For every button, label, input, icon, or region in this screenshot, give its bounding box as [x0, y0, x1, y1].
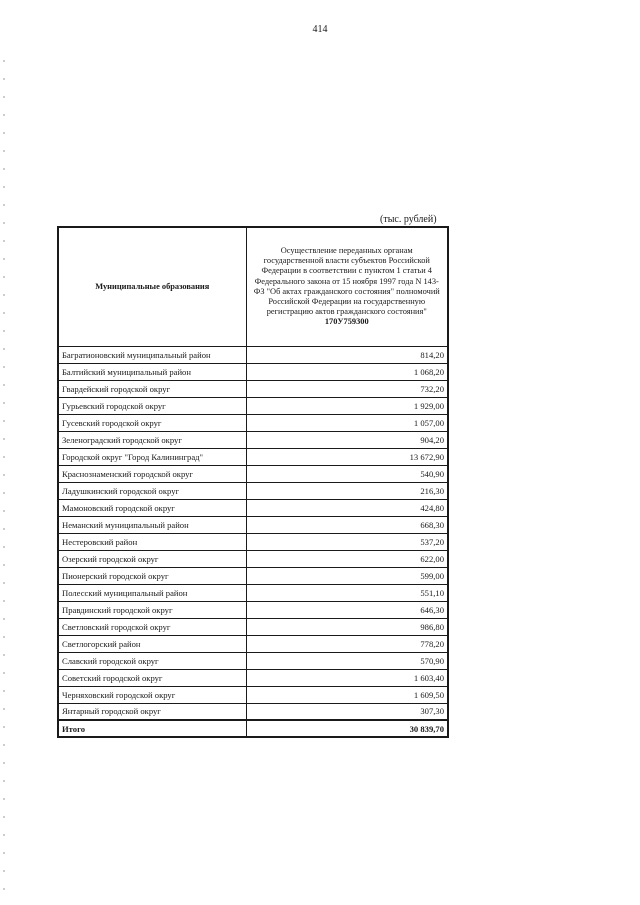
- municipality-name: Светловский городской округ: [58, 618, 246, 635]
- municipality-name: Мамоновский городской округ: [58, 499, 246, 516]
- units-label: (тыс. рублей): [380, 214, 437, 225]
- allocation-value: 537,20: [246, 533, 448, 550]
- table-row: [58, 669, 448, 686]
- table-row: [58, 567, 448, 584]
- municipality-name: Пионерский городской округ: [58, 567, 246, 584]
- table-row: [58, 652, 448, 669]
- municipality-name: Светлогорский район: [58, 635, 246, 652]
- municipality-name: Ладушкинский городской округ: [58, 482, 246, 499]
- table-row: [58, 635, 448, 652]
- table-row: [58, 550, 448, 567]
- total-label: Итого: [58, 720, 246, 737]
- header-description-text: Осуществление переданных органам государственной власти субъектов Российской Федерации в соответствии с пунктом 1 статьи 4 Федерального закона от 15 ноября 1997 года N 143-ФЗ "Об актах гражданского состояния" полномочий Российской Федерации на государственную регистрацию актов гражданского состояния": [253, 245, 440, 317]
- allocation-value: 1 609,50: [246, 686, 448, 703]
- total-row: [58, 720, 448, 737]
- allocation-value: 551,10: [246, 584, 448, 601]
- scan-margin-marks: [3, 60, 5, 890]
- table-row: [58, 346, 448, 363]
- municipality-name: Славский городской округ: [58, 652, 246, 669]
- table-header-row: [58, 227, 448, 346]
- allocation-value: 1 057,00: [246, 414, 448, 431]
- municipality-name: Полесский муниципальный район: [58, 584, 246, 601]
- allocation-value: 814,20: [246, 346, 448, 363]
- municipality-name: Городской округ "Город Калининград": [58, 448, 246, 465]
- table-row: [58, 465, 448, 482]
- table-row: [58, 499, 448, 516]
- table-row: [58, 516, 448, 533]
- municipality-name: Балтийский муниципальный район: [58, 363, 246, 380]
- table-row: [58, 380, 448, 397]
- table-row: [58, 703, 448, 720]
- allocation-value: 216,30: [246, 482, 448, 499]
- allocation-value: 668,30: [246, 516, 448, 533]
- allocation-value: 1 603,40: [246, 669, 448, 686]
- total-value: 30 839,70: [246, 720, 448, 737]
- allocation-value: 599,00: [246, 567, 448, 584]
- table-row: [58, 584, 448, 601]
- municipality-name: Озерский городской округ: [58, 550, 246, 567]
- municipality-name: Янтарный городской округ: [58, 703, 246, 720]
- page-number: 414: [312, 24, 328, 35]
- municipality-name: Черняховский городской округ: [58, 686, 246, 703]
- allocation-value: 986,80: [246, 618, 448, 635]
- allocation-value: 646,30: [246, 601, 448, 618]
- municipality-name: Советский городской округ: [58, 669, 246, 686]
- allocation-value: 904,20: [246, 431, 448, 448]
- table-row: [58, 397, 448, 414]
- table-row: [58, 601, 448, 618]
- municipality-name: Гурьевский городской округ: [58, 397, 246, 414]
- table-row: [58, 686, 448, 703]
- allocation-value: 732,20: [246, 380, 448, 397]
- table-row: [58, 363, 448, 380]
- municipality-name: Неманский муниципальный район: [58, 516, 246, 533]
- municipality-name: Зеленоградский городской округ: [58, 431, 246, 448]
- municipality-name: Гусевский городской округ: [58, 414, 246, 431]
- municipality-name: Правдинский городской округ: [58, 601, 246, 618]
- table-row: [58, 618, 448, 635]
- municipality-name: Краснознаменский городской округ: [58, 465, 246, 482]
- allocation-value: 1 068,20: [246, 363, 448, 380]
- table-row: [58, 533, 448, 550]
- municipality-name: Гвардейский городской округ: [58, 380, 246, 397]
- municipality-name: Багратионовский муниципальный район: [58, 346, 246, 363]
- header-budget-code: 170У759300: [324, 317, 369, 327]
- municipality-name: Нестеровский район: [58, 533, 246, 550]
- table-body: [58, 346, 448, 737]
- header-description: [246, 227, 448, 346]
- table-row: [58, 448, 448, 465]
- header-municipalities: Муниципальные образования: [58, 227, 246, 346]
- allocation-table: [57, 226, 449, 738]
- allocation-value: 540,90: [246, 465, 448, 482]
- allocation-value: 622,00: [246, 550, 448, 567]
- allocation-value: 307,30: [246, 703, 448, 720]
- allocation-value: 424,80: [246, 499, 448, 516]
- table-row: [58, 431, 448, 448]
- table-row: [58, 482, 448, 499]
- allocation-value: 570,90: [246, 652, 448, 669]
- allocation-value: 13 672,90: [246, 448, 448, 465]
- table-row: [58, 414, 448, 431]
- allocation-value: 1 929,00: [246, 397, 448, 414]
- allocation-value: 778,20: [246, 635, 448, 652]
